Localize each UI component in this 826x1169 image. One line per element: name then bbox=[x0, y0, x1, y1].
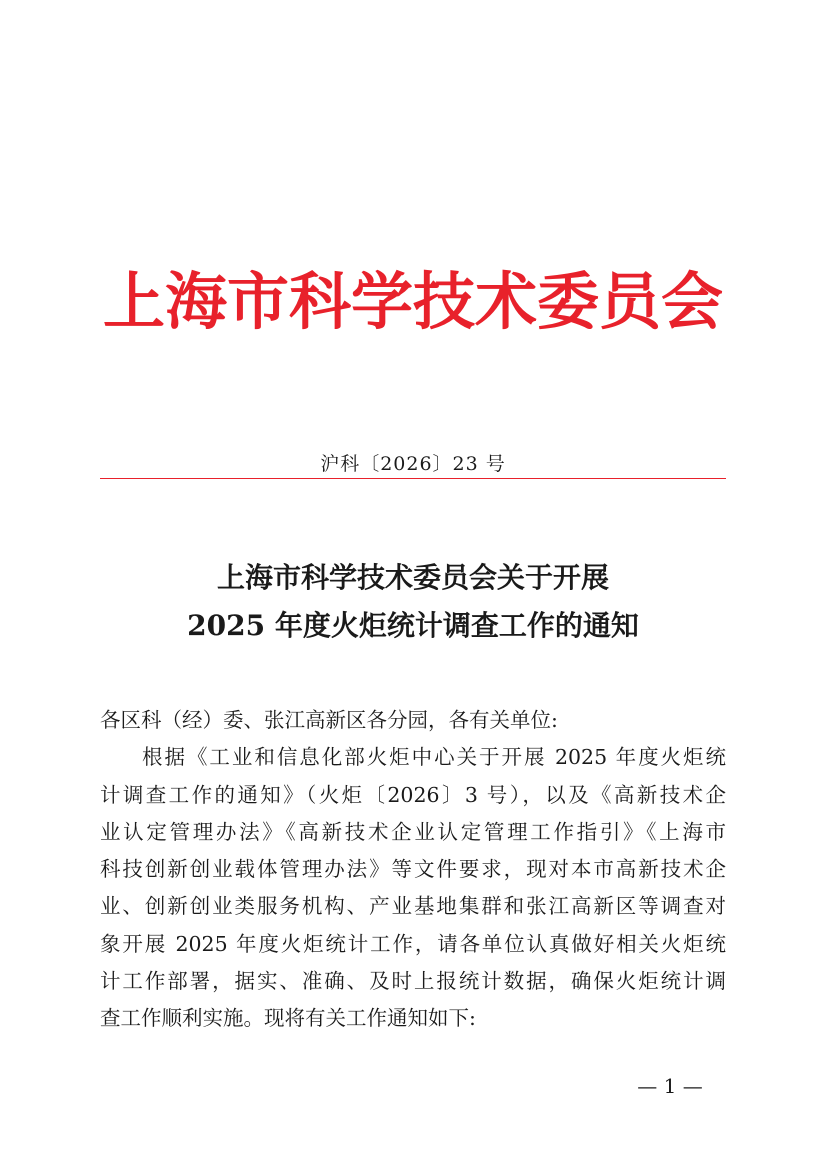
document-number: 沪科〔2026〕23 号 bbox=[320, 453, 506, 475]
paragraph-line: 科技创新创业载体管理办法》等文件要求，现对本市高新技术企 bbox=[100, 857, 726, 882]
salutation: 各区科（经）委、张江高新区各分园，各有关单位: bbox=[100, 708, 558, 732]
notice-title-line-2: 2025 年度火炬统计调查工作的通知 bbox=[187, 609, 639, 642]
paragraph-line: 计工作部署，据实、准确、及时上报统计数据，确保火炬统计调 bbox=[100, 969, 726, 994]
notice-title bbox=[0, 554, 826, 650]
letterhead-org-name: 上海市科学技术委员会 bbox=[102, 265, 723, 338]
paragraph-line: 业认定管理办法》《高新技术企业认定管理工作指引》《上海市 bbox=[100, 819, 726, 844]
paragraph-line: 业、创新创业类服务机构、产业基地集群和张江高新区等调查对 bbox=[100, 894, 726, 919]
letterhead-red-rule bbox=[100, 478, 726, 479]
paragraph-line: 根据《工业和信息化部火炬中心关于开展 2025 年度火炬统 bbox=[142, 745, 726, 770]
page-number: — 1 — bbox=[637, 1074, 703, 1098]
notice-title-line-1: 上海市科学技术委员会关于开展 bbox=[216, 561, 609, 594]
paragraph-line: 查工作顺利实施。现将有关工作通知如下: bbox=[100, 1006, 476, 1031]
paragraph-line: 计调查工作的通知》（火炬〔2026〕3 号），以及《高新技术企 bbox=[100, 782, 726, 807]
notice-body bbox=[100, 702, 726, 1038]
paragraph-line: 象开展 2025 年度火炬统计工作，请各单位认真做好相关火炬统 bbox=[100, 931, 726, 956]
